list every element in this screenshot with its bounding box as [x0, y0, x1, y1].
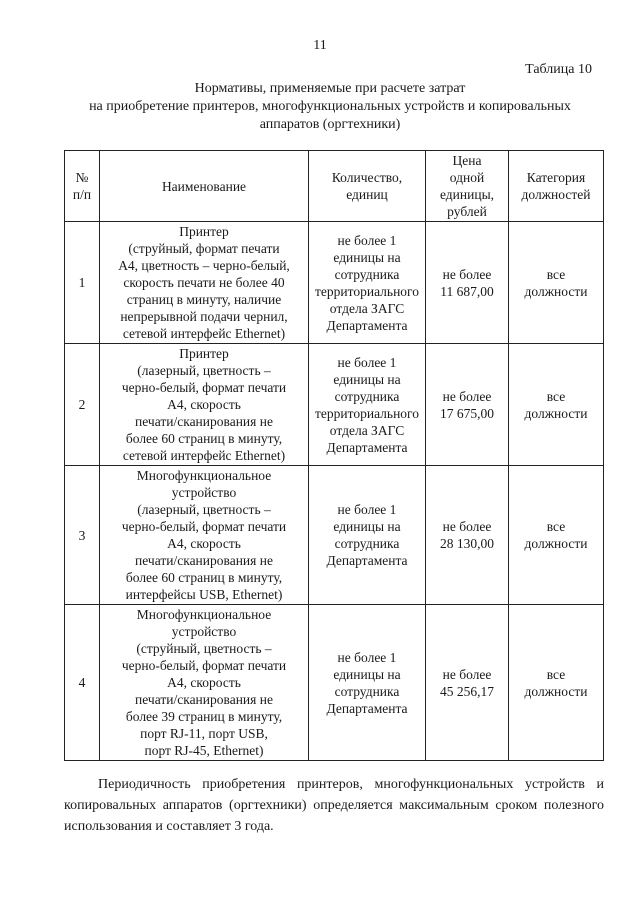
cell-number: 3: [65, 466, 100, 605]
cell-price: не более 28 130,00: [426, 466, 509, 605]
cell-category: все должности: [509, 344, 604, 466]
cell-name: Принтер (лазерный, цветность – черно-белый, формат печати А4, скорость печати/сканирования не более 60 страниц в минуту, сетевой интерфейс Ethernet): [100, 344, 309, 466]
header-number-text: № п/п: [72, 170, 92, 202]
header-category-text: Категория должностей: [521, 170, 591, 202]
title-line-2: на приобретение принтеров, многофункциональных устройств и копировальных: [89, 99, 571, 114]
cell-number: 4: [65, 605, 100, 761]
cell-number: 2: [65, 344, 100, 466]
table-row: [65, 222, 604, 344]
header-price-text: Цена одной единицы, рублей: [439, 153, 495, 219]
cell-category: все должности: [509, 605, 604, 761]
header-name-text: Наименование: [161, 178, 247, 194]
header-quantity-text: Количество, единиц: [331, 170, 403, 202]
header-number: [65, 151, 100, 222]
cell-quantity: не более 1 единицы на сотрудника Департамента: [309, 466, 426, 605]
header-price: [426, 151, 509, 222]
cell-name: Принтер (струйный, формат печати А4, цветность – черно-белый, скорость печати не более 40 страниц в минуту, наличие непрерывной подачи чернил, сетевой интерфейс Ethernet): [100, 222, 309, 344]
cell-quantity: не более 1 единицы на сотрудника территориального отдела ЗАГС Департамента: [309, 222, 426, 344]
page-number: 11: [313, 38, 327, 53]
cell-quantity: не более 1 единицы на сотрудника Департамента: [309, 605, 426, 761]
table-row: [65, 466, 604, 605]
cell-name: Многофункциональное устройство (лазерный, цветность – черно-белый, формат печати А4, скорость печати/сканирования не более 60 страниц в минуту, интерфейсы USB, Ethernet): [100, 466, 309, 605]
cell-price: не более 17 675,00: [426, 344, 509, 466]
header-category: [509, 151, 604, 222]
cell-category: все должности: [509, 466, 604, 605]
norms-table: [64, 150, 604, 761]
title-line-3: аппаратов (оргтехники): [259, 117, 401, 132]
cell-number: 1: [65, 222, 100, 344]
table-row: [65, 605, 604, 761]
footer-paragraph: Периодичность приобретения принтеров, многофункциональных устройств и копировальных аппаратов (оргтехники) определяется максимальным сроком полезного использования и составляет 3 года.: [64, 777, 604, 834]
cell-category: все должности: [509, 222, 604, 344]
title-line-1: Нормативы, применяемые при расчете затрат: [194, 81, 466, 96]
cell-name: Многофункциональное устройство (струйный, цветность – черно-белый, формат печати А4, скорость печати/сканирования не более 39 страниц в минуту, порт RJ-11, порт USB, порт RJ-45, Ethernet): [100, 605, 309, 761]
header-name: [100, 151, 309, 222]
table-header-row: [65, 151, 604, 222]
cell-price: не более 45 256,17: [426, 605, 509, 761]
cell-price: не более 11 687,00: [426, 222, 509, 344]
cell-quantity: не более 1 единицы на сотрудника территориального отдела ЗАГС Департамента: [309, 344, 426, 466]
table-row: [65, 344, 604, 466]
table-label: Таблица 10: [525, 62, 592, 77]
document-title: [40, 80, 620, 134]
header-quantity: [309, 151, 426, 222]
